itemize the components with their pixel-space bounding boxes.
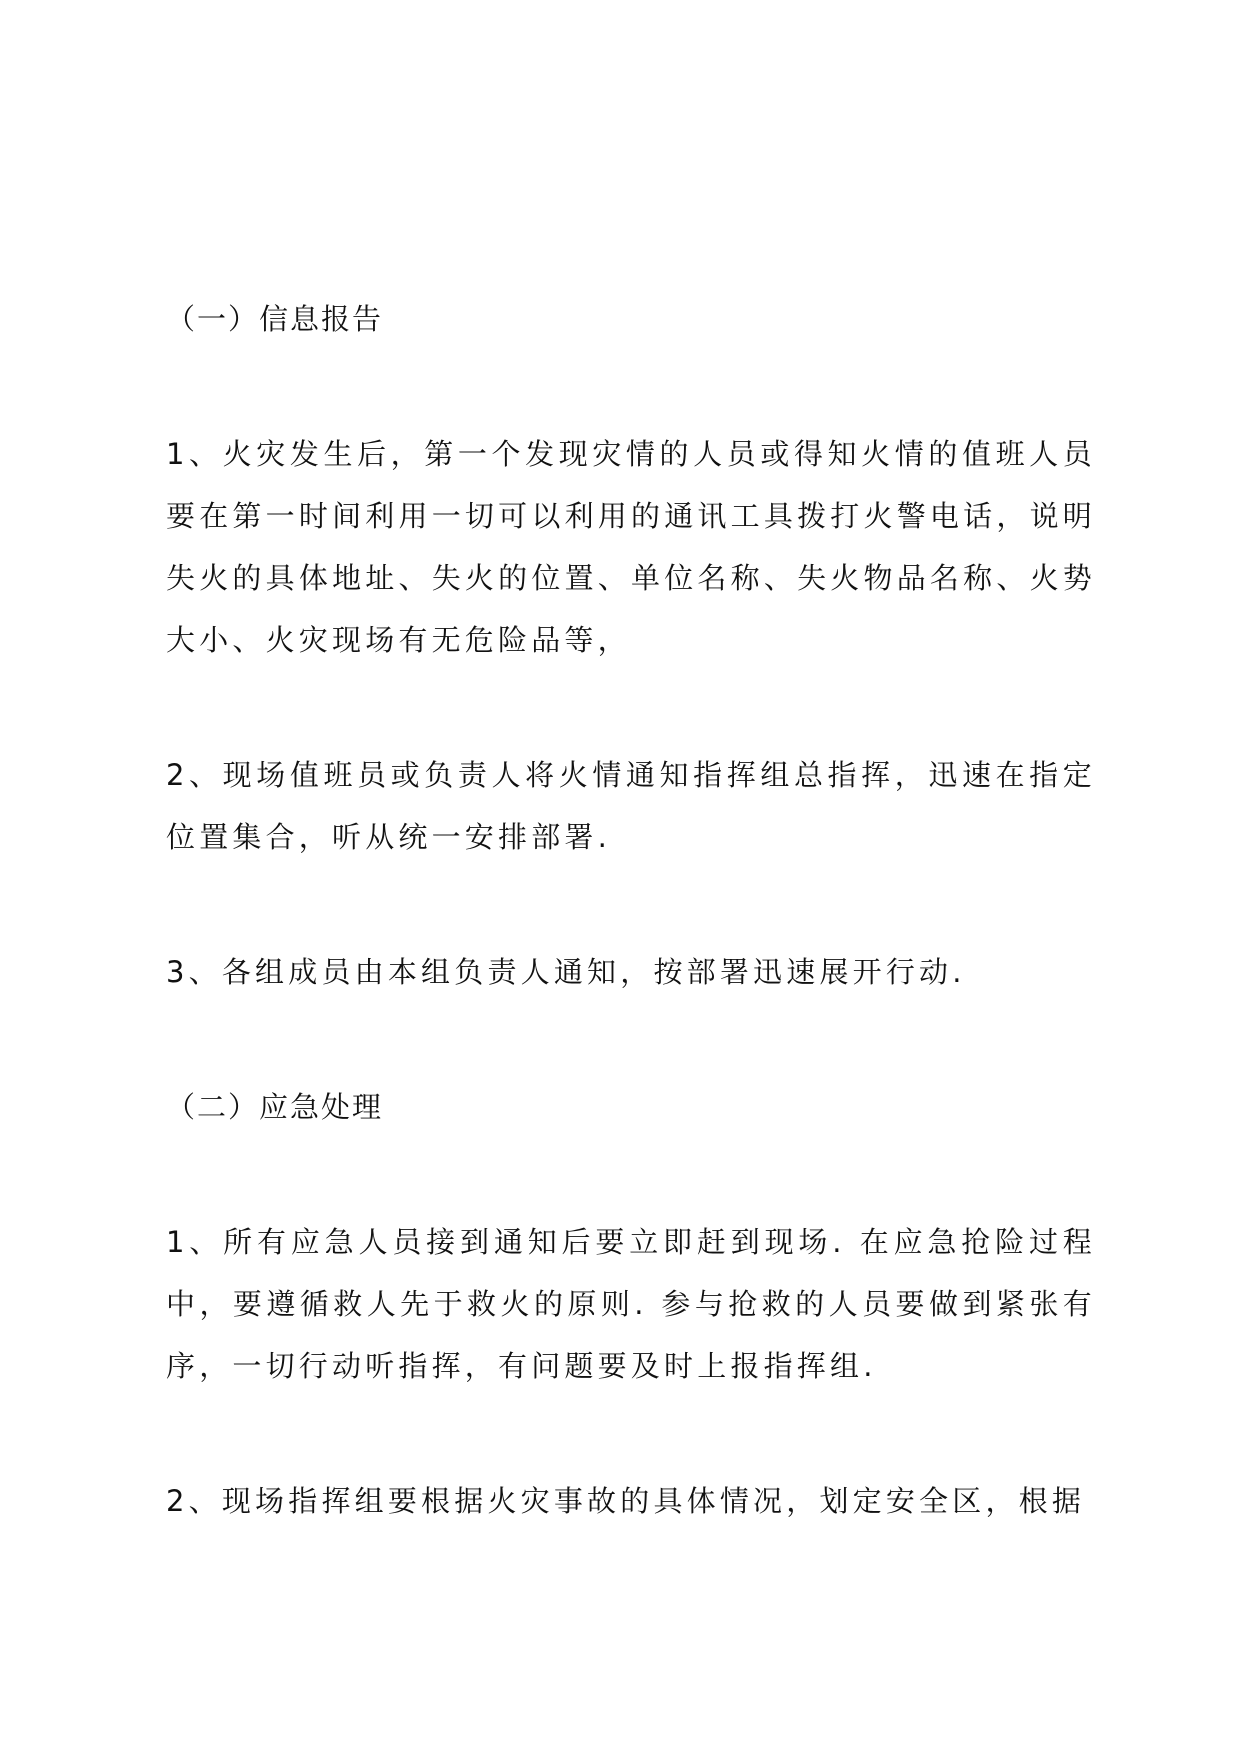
section-heading-info-report: （一）信息报告 <box>166 302 384 336</box>
paragraph-gap <box>166 671 1096 744</box>
section-gap <box>166 1138 1096 1211</box>
section-heading-emergency-handling: （二）应急处理 <box>166 1090 384 1124</box>
paragraph-info-report-1: 1、火灾发生后，第一个发现灾情的人员或得知火情的值班人员要在第一时间利用一切可以利用的通讯工具拨打火警电话，说明失火的具体地址、失火的位置、单位名称、失火物品名称、火势大小、火灾现场有无危险品等， <box>166 437 1096 657</box>
paragraph-gap <box>166 868 1096 941</box>
paragraph-gap <box>166 1397 1096 1470</box>
section-gap <box>166 350 1096 423</box>
paragraph-info-report-3: 3、各组成员由本组负责人通知，按部署迅速展开行动. <box>166 955 966 989</box>
document-body <box>166 288 1096 1532</box>
paragraph-emergency-handling-1: 1、所有应急人员接到通知后要立即赶到现场. 在应急抢险过程中，要遵循救人先于救火的原则. 参与抢救的人员要做到紧张有序，一切行动听指挥，有问题要及时上报指挥组. <box>166 1225 1096 1383</box>
section-gap <box>166 1003 1096 1076</box>
paragraph-info-report-2: 2、现场值班员或负责人将火情通知指挥组总指挥，迅速在指定位置集合，听从统一安排部署. <box>166 758 1096 854</box>
paragraph-emergency-handling-2: 2、现场指挥组要根据火灾事故的具体情况，划定安全区，根据 <box>166 1484 1086 1518</box>
